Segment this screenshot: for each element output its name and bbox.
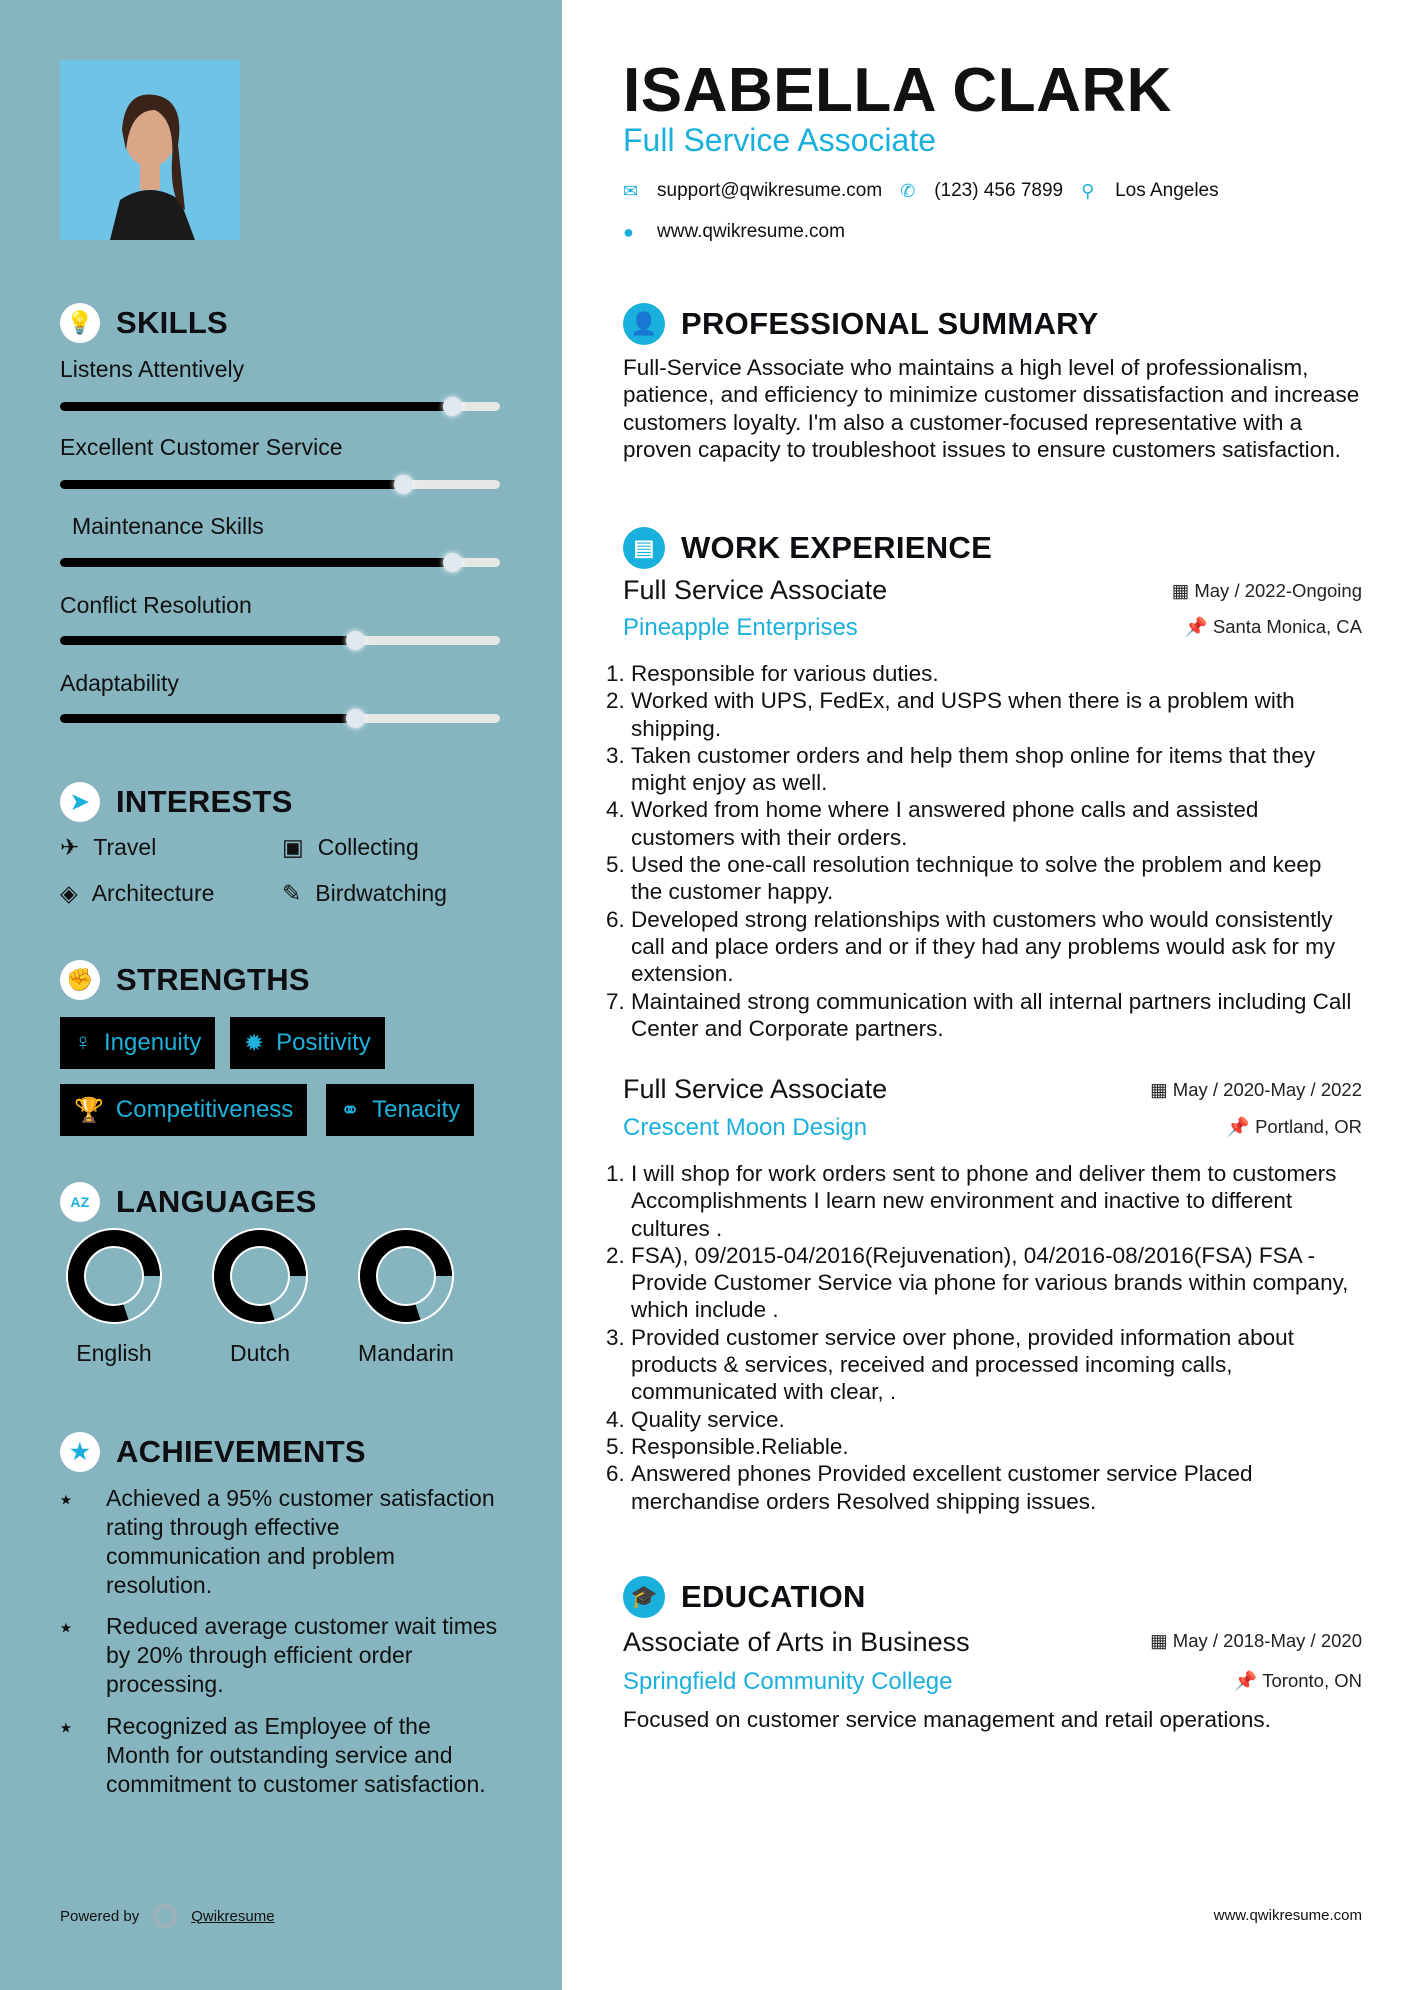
star-icon: ⭑ (60, 1714, 72, 1739)
duty-item: 7. Maintained strong communication with all internal partners including Call Center and Corporate partners. (631, 988, 1353, 1043)
powered-by: Powered by Qwikresume (60, 1904, 275, 1928)
skill-bar (60, 714, 500, 723)
achievement-item: ⭑ Recognized as Employee of the Month for outstanding service and commitment to customer satisfaction. (60, 1713, 486, 1797)
language-ring (358, 1228, 454, 1324)
job-location: 📌 Portland, OR (1226, 1116, 1362, 1137)
achievement-item: ⭑ Achieved a 95% customer satisfaction rating through effective communication and problem resolution. (60, 1485, 495, 1598)
job-title: Full Service Associate (623, 1074, 888, 1104)
strength-tag: ✹ Positivity (230, 1017, 385, 1069)
skill-bar (60, 558, 500, 567)
company: Pineapple Enterprises (623, 614, 858, 641)
skill-bar-fill (60, 636, 355, 645)
duty-item: 5. Used the one-call resolution technique to solve the problem and keep the customer happy. (631, 851, 1353, 906)
strength-tag: 🏆 Competitiveness (60, 1084, 307, 1136)
duty-item: 2. FSA), 09/2015-04/2016(Rejuvenation), 04/2016-08/2016(FSA) FSA -Provide Customer Service via phone for various brands within company, which include . (631, 1242, 1353, 1324)
phone: (123) 456 7899 (934, 180, 1064, 201)
interest-item: ✈ Travel (60, 834, 157, 860)
job-duties (613, 660, 1353, 1042)
skill-bar-fill (60, 480, 403, 489)
plane-icon: ✈ (60, 834, 80, 860)
duty-item: 3. Taken customer orders and help them shop online for items that they might enjoy as well. (631, 742, 1353, 797)
language-ring (66, 1228, 162, 1324)
skill-bar-fill (60, 558, 452, 567)
skill-bar (60, 402, 500, 411)
language-label: Mandarin (358, 1340, 454, 1366)
work-heading: ▤ WORK EXPERIENCE (623, 527, 992, 569)
duty-item: 1. I will shop for work orders sent to phone and deliver them to customers Accomplishments I learn new environment and inactive to different cultures . (631, 1160, 1353, 1242)
skill-label: Adaptability (60, 670, 179, 696)
qwikresume-logo-icon (153, 1904, 177, 1928)
education-description: Focused on customer service management and retail operations. (623, 1707, 1271, 1732)
location: Los Angeles (1115, 180, 1219, 201)
duty-item: 4. Worked from home where I answered phone calls and assisted customers with their orders. (631, 796, 1353, 851)
website-link[interactable]: www.qwikresume.com (657, 221, 845, 242)
candidate-title: Full Service Associate (623, 122, 937, 158)
company: Crescent Moon Design (623, 1114, 868, 1141)
ticket-icon: ◈ (60, 880, 78, 906)
link-icon: ⚭ (340, 1096, 361, 1124)
interest-item: ◈ Architecture (60, 880, 215, 906)
star-icon: ⭑ (60, 1614, 72, 1639)
footer-website[interactable]: www.qwikresume.com (1213, 1907, 1362, 1924)
skill-bar-knob (346, 709, 365, 728)
interest-item: ✎ Birdwatching (282, 880, 447, 906)
education-location: 📌 Toronto, ON (1234, 1670, 1362, 1691)
pushpin-icon: 📌 (1234, 1670, 1263, 1691)
archive-icon: ▣ (282, 834, 304, 860)
interest-item: ▣ Collecting (282, 834, 419, 860)
degree: Associate of Arts in Business (623, 1627, 970, 1657)
school: Springfield Community College (623, 1668, 953, 1695)
skill-bar-knob (443, 397, 462, 416)
summary-text: Full-Service Associate who maintains a high level of professionalism, patience, and efficiency to minimize customer dissatisfaction and increase customers loyalty. I'm also a customer-focused representative with a proven capacity to troubleshoot issues to ensure customers satisfaction. (623, 355, 1360, 462)
edit-icon: ✎ (282, 880, 302, 906)
skill-label: Maintenance Skills (72, 513, 264, 539)
pushpin-icon: 📌 (1226, 1116, 1256, 1137)
duty-item: 6. Developed strong relationships with customers who would consistently call and place orders and or if they had any problems would ask for my extension. (631, 906, 1353, 988)
interests-heading: ➤ INTERESTS (60, 782, 293, 822)
summary-heading: 👤 PROFESSIONAL SUMMARY (623, 303, 1099, 345)
skill-label: Excellent Customer Service (60, 434, 343, 460)
strengths-heading: ✊ STRENGTHS (60, 960, 310, 1000)
contact-row (623, 180, 1219, 202)
duty-item: 2. Worked with UPS, FedEx, and USPS when there is a problem with shipping. (631, 687, 1353, 742)
language-label: English (76, 1340, 152, 1366)
skill-bar (60, 636, 500, 645)
pushpin-icon: 📌 (1184, 616, 1213, 637)
sun-icon: ✹ (244, 1029, 265, 1057)
calendar-icon: ▦ (1150, 1079, 1173, 1100)
fist-icon: ✊ (60, 960, 100, 1000)
duty-item: 6. Answered phones Provided excellent customer service Placed merchandise orders Resolved shipping issues. (631, 1460, 1353, 1515)
qwikresume-link[interactable]: Qwikresume (191, 1907, 275, 1925)
achievement-item: ⭑ Reduced average customer wait times by 20% through efficient order processing. (60, 1613, 498, 1697)
skill-bar (60, 480, 500, 489)
job-location: 📌 Santa Monica, CA (1184, 616, 1362, 637)
language-label: Dutch (229, 1340, 291, 1366)
paper-plane-icon: ➤ (60, 782, 100, 822)
skill-bar-fill (60, 714, 355, 723)
education-dates: ▦ May / 2018-May / 2020 (1150, 1630, 1362, 1651)
job-title: Full Service Associate (623, 575, 888, 605)
star-badge-icon: ★ (60, 1432, 100, 1472)
skill-label: Conflict Resolution (60, 592, 252, 618)
duty-item: 1. Responsible for various duties. (631, 660, 1353, 687)
strength-tag: ⚭ Tenacity (326, 1084, 474, 1136)
lightbulb-icon: 💡 (60, 303, 100, 343)
skills-heading: 💡 SKILLS (60, 303, 228, 343)
trophy-icon: 🏆 (74, 1096, 104, 1124)
achievements-heading: ★ ACHIEVEMENTS (60, 1432, 366, 1472)
skill-bar-fill (60, 402, 452, 411)
duty-item: 3. Provided customer service over phone, provided information about products & services, received and processed incoming calls, communicated with clear, . (631, 1324, 1353, 1406)
job-dates: ▦ May / 2022-Ongoing (1171, 580, 1362, 601)
graduation-cap-icon: 🎓 (623, 1576, 665, 1618)
skill-bar-knob (443, 553, 462, 572)
translate-icon: AZ (60, 1182, 100, 1222)
calendar-icon: ▦ (1150, 1630, 1173, 1651)
skill-bar-knob (346, 631, 365, 650)
languages-heading: AZ LANGUAGES (60, 1182, 317, 1222)
strength-tag: ♀ Ingenuity (60, 1017, 215, 1069)
duty-item: 5. Responsible.Reliable. (631, 1433, 1353, 1460)
skill-label: Listens Attentively (60, 356, 245, 382)
chair-icon: ▤ (623, 527, 665, 569)
candidate-name: ISABELLA CLARK (623, 56, 1172, 125)
globe-icon: ● (623, 221, 634, 242)
envelope-icon: ✉ (623, 180, 639, 201)
calendar-icon: ▦ (1171, 580, 1195, 601)
duty-item: 4. Quality service. (631, 1406, 1353, 1433)
star-icon: ⭑ (60, 1486, 72, 1511)
lightbulb-icon: ♀ (74, 1029, 92, 1056)
user-icon: 👤 (623, 303, 665, 345)
language-ring (212, 1228, 308, 1324)
map-pin-icon: ⚲ (1081, 180, 1095, 201)
email-link[interactable]: support@qwikresume.com (657, 180, 883, 201)
website-row (623, 221, 845, 243)
education-heading: 🎓 EDUCATION (623, 1576, 866, 1618)
phone-icon: ✆ (900, 180, 916, 201)
profile-photo (60, 60, 240, 240)
job-duties (613, 1160, 1353, 1515)
job-dates: ▦ May / 2020-May / 2022 (1150, 1079, 1362, 1100)
